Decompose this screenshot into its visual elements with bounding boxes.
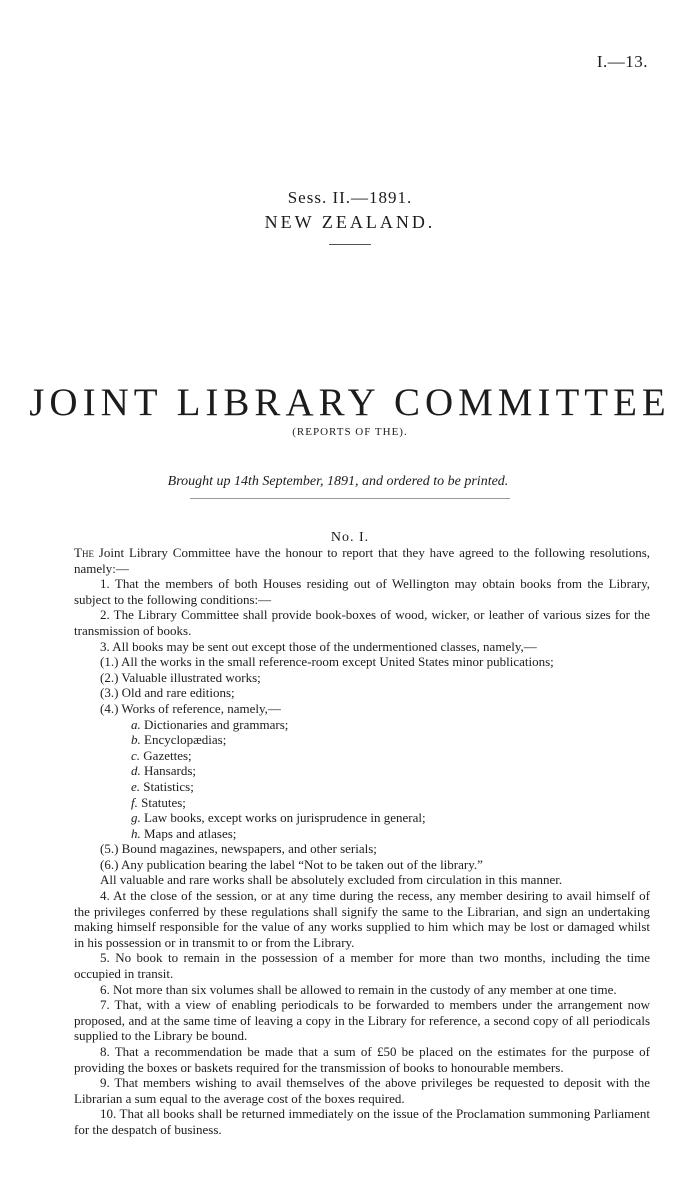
class-item: (3.) Old and rare editions; — [100, 685, 235, 701]
intro-text: Joint Library Committee have the honour to report that they have agreed to the following resolutions, namely:— — [74, 545, 650, 576]
item-letter: c. — [131, 747, 141, 763]
resolution-6: 6. Not more than six volumes shall be allowed to remain in the custody of any member at one time. — [100, 981, 617, 997]
item-text: Gazettes; — [140, 747, 192, 763]
document-subtitle: (REPORTS OF THE). — [292, 426, 408, 438]
brought-up-line: Brought up 14th September, 1891, and ordered to be printed. — [167, 474, 509, 489]
short-divider — [329, 244, 371, 245]
class-item: (1.) All the works in the small reference-room except United States minor publications; — [100, 654, 554, 670]
resolution-3: 3. All books may be sent out except those of the undermentioned classes, namely,— — [100, 638, 537, 654]
class-item: (2.) Valuable illustrated works; — [100, 669, 261, 685]
country-line: NEW ZEALAND. — [264, 212, 436, 232]
reference-item — [74, 763, 650, 779]
item-letter: d. — [131, 763, 141, 779]
section-number: No. I. — [330, 530, 370, 545]
item-text: Statistics; — [140, 778, 194, 794]
reference-item — [74, 779, 650, 795]
resolution-8: 8. That a recommendation be made that a sum of £50 be placed on the estimates for the purpose of providing the boxes or baskets required for the transmission of books to honourable members. — [74, 1044, 650, 1075]
class-item: (5.) Bound magazines, newspapers, and other serials; — [100, 841, 377, 857]
item-letter: e. — [131, 778, 141, 794]
report-body — [74, 545, 650, 1138]
session-line: Sess. II.—1891. — [287, 188, 413, 207]
resolution-7: 7. That, with a view of enabling periodicals to be forwarded to members under the arrangement now proposed, and at the same time of leaving a copy in the Library for reference, a second copy of all periodicals supplied to the Library be bound. — [74, 997, 650, 1044]
resolution-10: 10. That all books shall be returned immediately on the issue of the Proclamation summoning Parliament for the despatch of business. — [74, 1106, 650, 1137]
reference-item — [74, 810, 650, 826]
item-letter: f. — [131, 794, 138, 810]
item-letter: b. — [131, 732, 141, 748]
item-text: Maps and atlases; — [140, 825, 237, 841]
long-divider — [190, 498, 510, 499]
document-title: JOINT LIBRARY COMMITTEE — [29, 381, 671, 424]
item-letter: h. — [131, 825, 141, 841]
resolution-1: 1. That the members of both Houses residing out of Wellington may obtain books from the Library, subject to the following conditions:— — [74, 576, 650, 607]
reference-item — [74, 748, 650, 764]
reference-item — [74, 795, 650, 811]
reference-item — [74, 732, 650, 748]
valuable-works-note: All valuable and rare works shall be absolutely excluded from circulation in this manner. — [100, 872, 563, 888]
item-text: Hansards; — [140, 763, 196, 779]
item-text: Statutes; — [137, 794, 186, 810]
class-item: (6.) Any publication bearing the label “Not to be taken out of the library.” — [100, 856, 483, 872]
reference-item — [74, 717, 650, 733]
intro-paragraph — [74, 545, 650, 576]
resolution-9: 9. That members wishing to avail themselves of the above privileges be requested to deposit with the Librarian a sum equal to the average cost of the boxes required. — [74, 1075, 650, 1106]
page-reference: I.—13. — [596, 52, 648, 71]
reference-item — [74, 826, 650, 842]
class-item: (4.) Works of reference, namely,— — [100, 700, 281, 716]
resolution-2: 2. The Library Committee shall provide book-boxes of wood, wicker, or leather of various sizes for the transmission of books. — [74, 607, 650, 638]
item-text: Encyclopædias; — [140, 732, 227, 748]
resolution-4: 4. At the close of the session, or at any time during the recess, any member desiring to avail himself of the privileges conferred by these regulations shall signify the same to the Librarian, and sign an undertaking making himself responsible for the value of any works supplied to him which may be lost or damaged whilst in his possession or in transmit to or from the Library. — [74, 888, 650, 950]
resolution-5: 5. No book to remain in the possession of a member for more than two months, including the time occupied in transit. — [74, 950, 650, 982]
item-letter: g. — [131, 810, 141, 826]
item-text: Dictionaries and grammars; — [140, 716, 289, 732]
item-text: Law books, except works on jurisprudence in general; — [140, 810, 426, 826]
item-letter: a. — [131, 716, 141, 732]
intro-lead: The — [74, 545, 94, 560]
